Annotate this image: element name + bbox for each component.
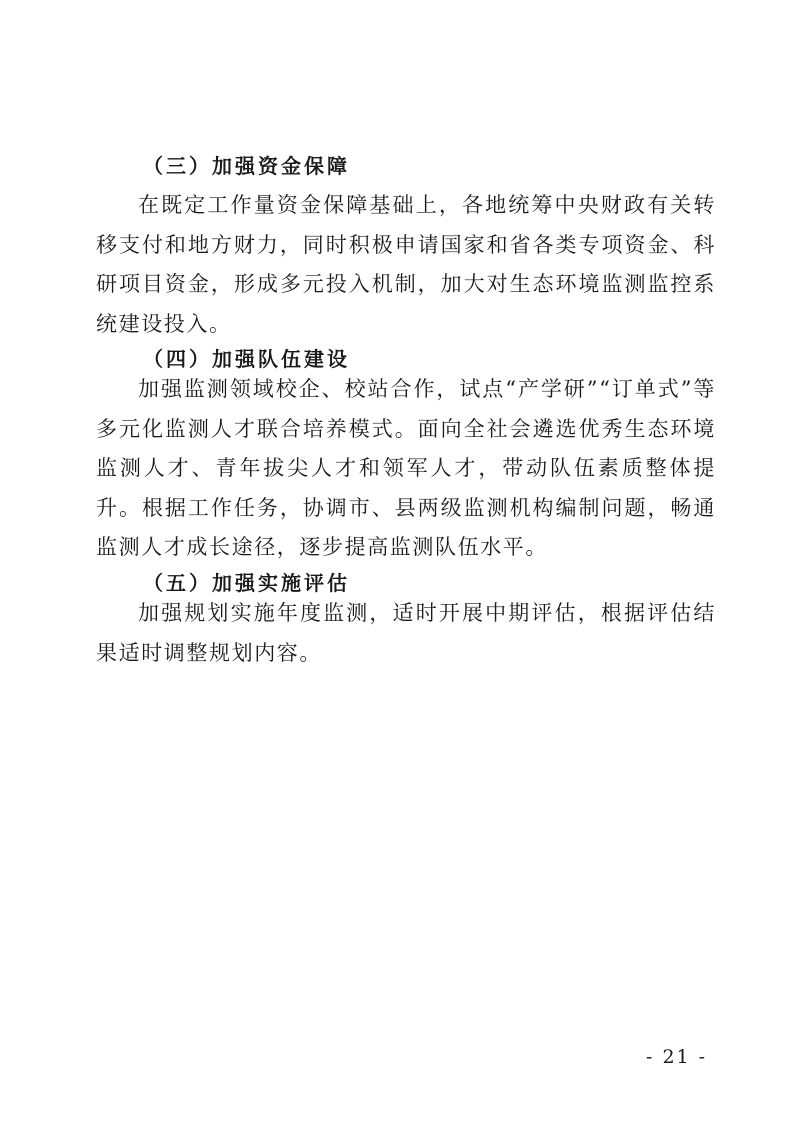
section-heading-funding: （三）加强资金保障 xyxy=(143,154,350,178)
page-number: - 21 - xyxy=(646,1046,708,1068)
section-body-funding: 在既定工作量资金保障基础上，各地统筹中央财政有关转移支付和地方财力，同时积极申请国家和省各类专项资金、科研项目资金，形成多元投入机制，加大对生态环境监测监控系统建设投入。 xyxy=(96,193,716,336)
section-body-team: 加强监测领域校企、校站合作，试点“产学研”“订单式”等多元化监测人才联合培养模式。面向全社会遴选优秀生态环境监测人才、青年拔尖人才和领军人才，带动队伍素质整体提升。根据工作任务，协调市、县两级监测机构编制问题，畅通监测人才成长途径，逐步提高监测队伍水平。 xyxy=(96,377,716,559)
section-heading-evaluation: （五）加强实施评估 xyxy=(143,571,350,595)
section-body-evaluation: 加强规划实施年度监测，适时开展中期评估，根据评估结果适时调整规划内容。 xyxy=(96,601,716,665)
section-heading-team: （四）加强队伍建设 xyxy=(143,347,350,371)
